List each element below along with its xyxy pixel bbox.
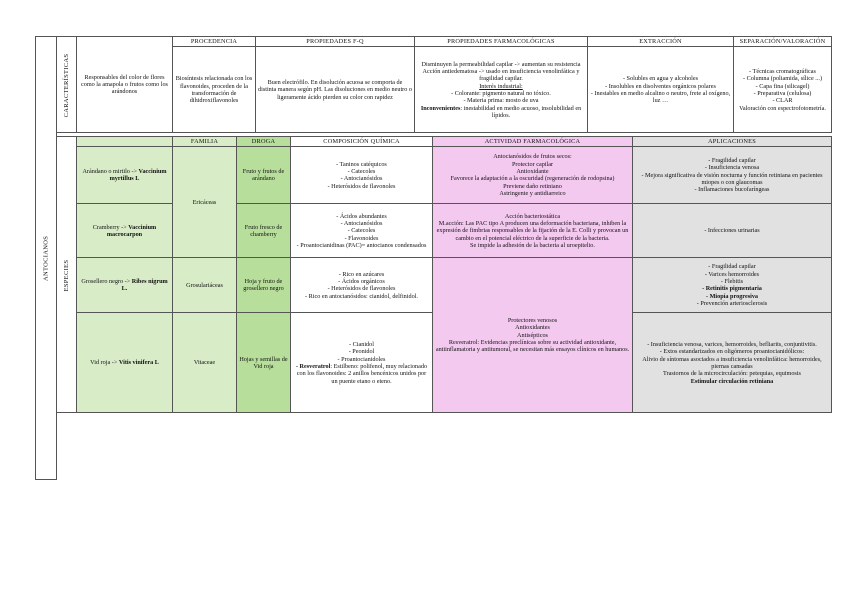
composicion-cell xyxy=(291,258,433,313)
separacion-header: SEPARACIÓN/VALORACIÓN xyxy=(734,37,832,47)
species-latin: Ribes nigrum L. xyxy=(121,278,168,293)
familia-cell: Ericáceas xyxy=(173,147,237,258)
comp-item: - Ácidos orgánicos xyxy=(338,278,385,286)
actividad-cell xyxy=(433,204,633,258)
comp-item: - Catecoles xyxy=(347,168,376,176)
familia-header: FAMILIA xyxy=(173,137,237,147)
comp-item: - Ácidos abundantes xyxy=(336,212,387,220)
extr-line-3: - Inestables en medio alcalino o neutro, frete al oxígeno, luz … xyxy=(590,89,731,105)
sep-line-1: - Técnicas cromatográficas xyxy=(749,67,816,75)
species-common: Cramberry -> xyxy=(92,223,129,231)
droga-cell: Fruto y frutos de arándano xyxy=(237,147,291,204)
farm-line-3: Interés industrial: xyxy=(479,82,523,90)
act-item: Astringente y antidiarreico xyxy=(499,190,566,198)
comp-item: - Cianidol xyxy=(349,340,374,348)
propiedades-farmacologicas-header: PROPIEDADES FARMACOLÓGICAS xyxy=(415,37,588,47)
comp-item: - Heterósidos de flavonoles xyxy=(327,182,396,190)
apl-item: - Mejora significativa de visión nocturna y función retiniana en pacientes miopes o con glaucomas xyxy=(641,171,823,187)
sep-line-3: - Capa fina (silicagel) xyxy=(755,82,810,90)
actividad-cell xyxy=(433,147,633,204)
comp-item: - Peonidol xyxy=(348,348,375,356)
droga-header: DROGA xyxy=(237,137,291,147)
species-common: Arándano o mirtilo -> xyxy=(82,168,139,176)
farm-line-5: - Materia prima: mosto de uva xyxy=(463,97,539,105)
propiedades-fq-header: PROPIEDADES F-Q xyxy=(256,37,415,47)
species-latin: Vaccinium macrocarpon xyxy=(106,223,157,238)
actividad-header: ACTIVIDAD FARMACOLÓGICA xyxy=(433,137,633,147)
apl-item: Trastornos de la microcirculación: petequias, equimosis xyxy=(663,370,801,378)
act-item: Protector capilar xyxy=(511,160,554,168)
comp-item: - Antocianósidos xyxy=(340,219,383,227)
propiedades-fq-cell: Buen electrófilo. En disolución acuosa se comporta de distinta manera según pH. Las disoluciones en medio neutro o ligeramente ácido pierden su color con rapidez xyxy=(256,47,415,133)
species-latin: Vaccinium myrtillus L xyxy=(109,168,167,183)
composicion-cell xyxy=(291,204,433,258)
procedencia-cell: Biosíntesis relacionada con los flavonoides, proceden de la transformación de dihidroxiflavonoles xyxy=(173,47,256,133)
comp-item-resveratrol xyxy=(293,363,430,385)
resveratrol-label: - Resveratrol xyxy=(295,362,331,370)
apl-item: - Prevención arteriosclerosis xyxy=(696,300,768,308)
extr-line-2: - Insolubles en disolventes orgánicos polares xyxy=(605,82,716,90)
apl-item: Estimular circulación retiniana xyxy=(690,377,774,385)
apl-item: - Retinitis pigmentaria xyxy=(702,285,762,293)
comp-item: - Taninos catéquicos xyxy=(336,160,387,168)
act-item: Protectores venosos xyxy=(507,317,558,325)
comp-item: - Antocianósidos xyxy=(340,175,383,183)
definicion-cell: Responsables del color de flores como la amapola o frutos como los arándonos xyxy=(77,37,173,133)
act-item: M.acción: Las PAC tipo A producen una deformación bacteriana, inhiben la expresión de fimbrias responsables de la fijación de la E. Colli y provocan un cambio en el potencial eléctrico de la superficie de la bacteria. xyxy=(436,219,629,242)
comp-item: - Catecoles xyxy=(347,227,376,235)
apl-item: - Miopía progresiva xyxy=(705,292,759,300)
apl-item: - Infecciones urinarias xyxy=(704,227,760,235)
apl-item: - Flebitis xyxy=(720,278,744,286)
act-item: Antioxidantes xyxy=(515,324,550,332)
act-item: Se impide la adhesión de la bacteria al uroepitelio. xyxy=(470,241,595,249)
aplicaciones-cell xyxy=(633,258,832,313)
farm-line-4: - Colorante: pigmento natural no tóxico. xyxy=(451,89,551,97)
farm-line-2: Acción antiedematosa -> usado en insuficiencia venolinfática y fragilidad capilar. xyxy=(422,67,580,83)
act-item: Acción bacteriostática xyxy=(504,212,561,220)
apl-item: - Inflamaciones bucofaríngeas xyxy=(694,186,770,194)
composicion-cell xyxy=(291,147,433,204)
act-item: Favorece la adaptación a la oscuridad (regeneración de rodopsina) xyxy=(450,175,615,183)
aplicaciones-header: APLICACIONES xyxy=(633,137,832,147)
apl-item: - Insuficiencia venosa, varices, hemorroides, befliarits, conjuntivitis. xyxy=(647,340,817,348)
droga-cell: Fruto fresco de chamberry xyxy=(237,204,291,258)
act-item: Antocianósidos de frutos secos: xyxy=(493,153,572,161)
composicion-header: COMPOSICIÓN QUÍMICA xyxy=(291,137,433,147)
comp-item: - Flavonoides xyxy=(344,234,379,242)
comp-item: - Rico en azúcares xyxy=(338,270,385,278)
aplicaciones-cell xyxy=(633,313,832,413)
species-latin: Vitis vinifera L xyxy=(118,359,159,367)
resveratrol-text: : Estilbeno: polifenol, muy relacionado con los flavonoides: 2 anillos bencénicos unidos por un puente etano o eteno. xyxy=(296,362,428,385)
extraccion-cell xyxy=(588,47,734,133)
act-item: Antisépticos xyxy=(517,331,548,339)
species-cell xyxy=(77,313,173,413)
act-item: Resveratrol: Evidencias preclínicas sobre su actividad antioxidante, antiinflamatoria y antitumoral, se necesitan más ensayos clínicos en humanos. xyxy=(435,339,630,354)
species-common: Vid roja -> xyxy=(90,359,119,367)
extraccion-header: EXTRACCIÓN xyxy=(588,37,734,47)
species-common: Grosellero negro -> xyxy=(81,278,132,286)
separacion-cell xyxy=(734,47,832,133)
sep-line-5: - CLAR xyxy=(772,97,793,105)
droga-cell: Hojas y semillas de Vid roja xyxy=(237,313,291,413)
sep-line-4: - Preparativa (celulosa) xyxy=(753,89,812,97)
comp-item: - Proantocianidoles xyxy=(337,355,386,363)
species-cell xyxy=(77,258,173,313)
familia-cell: Vitaceae xyxy=(173,313,237,413)
especie-header-blank xyxy=(77,137,173,147)
comp-item: - Proantocianidinas (PAC)= antocianos condensados xyxy=(296,241,427,249)
apl-item: - Fragilidad capilar xyxy=(708,157,756,165)
droga-cell: Hoja y fruto de grosellero negro xyxy=(237,258,291,313)
extr-line-1: - Solubles en agua y alcoholes xyxy=(622,75,699,83)
farm-line-6 xyxy=(417,105,585,120)
apl-item: - Extos estandarizados en oligómeros proantocianidólicos: xyxy=(659,348,805,356)
aplicaciones-cell xyxy=(633,147,832,204)
especies-table xyxy=(56,136,832,413)
especies-label: ESPECIES xyxy=(57,137,77,413)
antocianos-label: ANTOCIANOS xyxy=(36,37,57,480)
sep-line-6: Valoración con espectrofotometría. xyxy=(739,104,826,112)
act-item: Previene daño retiniano xyxy=(503,182,562,190)
inconvenientes-text: : inestabilidad en medio acuoso, insolubilidad en lípidos. xyxy=(460,104,582,119)
aplicaciones-cell xyxy=(633,204,832,258)
procedencia-header: PROCEDENCIA xyxy=(173,37,256,47)
apl-item: - Varices hemorroides xyxy=(704,270,760,278)
caracteristicas-table xyxy=(56,36,832,133)
apl-item: Alivio de síntomas asociados a insuficiencia venolinfática: hemorroides, piernas cansadas xyxy=(642,355,822,370)
inconvenientes-label: Inconvenientes xyxy=(420,104,461,112)
side-label-table xyxy=(35,36,57,480)
comp-item: - Heterósidos de flavonoles xyxy=(327,285,396,293)
composicion-cell xyxy=(291,313,433,413)
comp-item: - Rico en antocianósidos: cianidol, delfinidol. xyxy=(305,292,418,300)
apl-item: - Insuficiencia venosa xyxy=(704,164,760,172)
species-cell xyxy=(77,147,173,204)
caracteristicas-label: CARACTERÍSTICAS xyxy=(57,37,77,133)
apl-item: - Fragilidad capilar xyxy=(708,263,756,271)
propiedades-farmacologicas-cell xyxy=(415,47,588,133)
act-item: Antioxidante xyxy=(516,168,549,176)
familia-cell: Grosulariáceas xyxy=(173,258,237,313)
sep-line-2: - Columna (poliamida, sílice ...) xyxy=(742,75,823,83)
species-cell xyxy=(77,204,173,258)
farm-line-1: Disminuyen la permeabilidad capilar -> aumentan su resistencia xyxy=(421,60,581,68)
actividad-cell xyxy=(433,258,633,413)
